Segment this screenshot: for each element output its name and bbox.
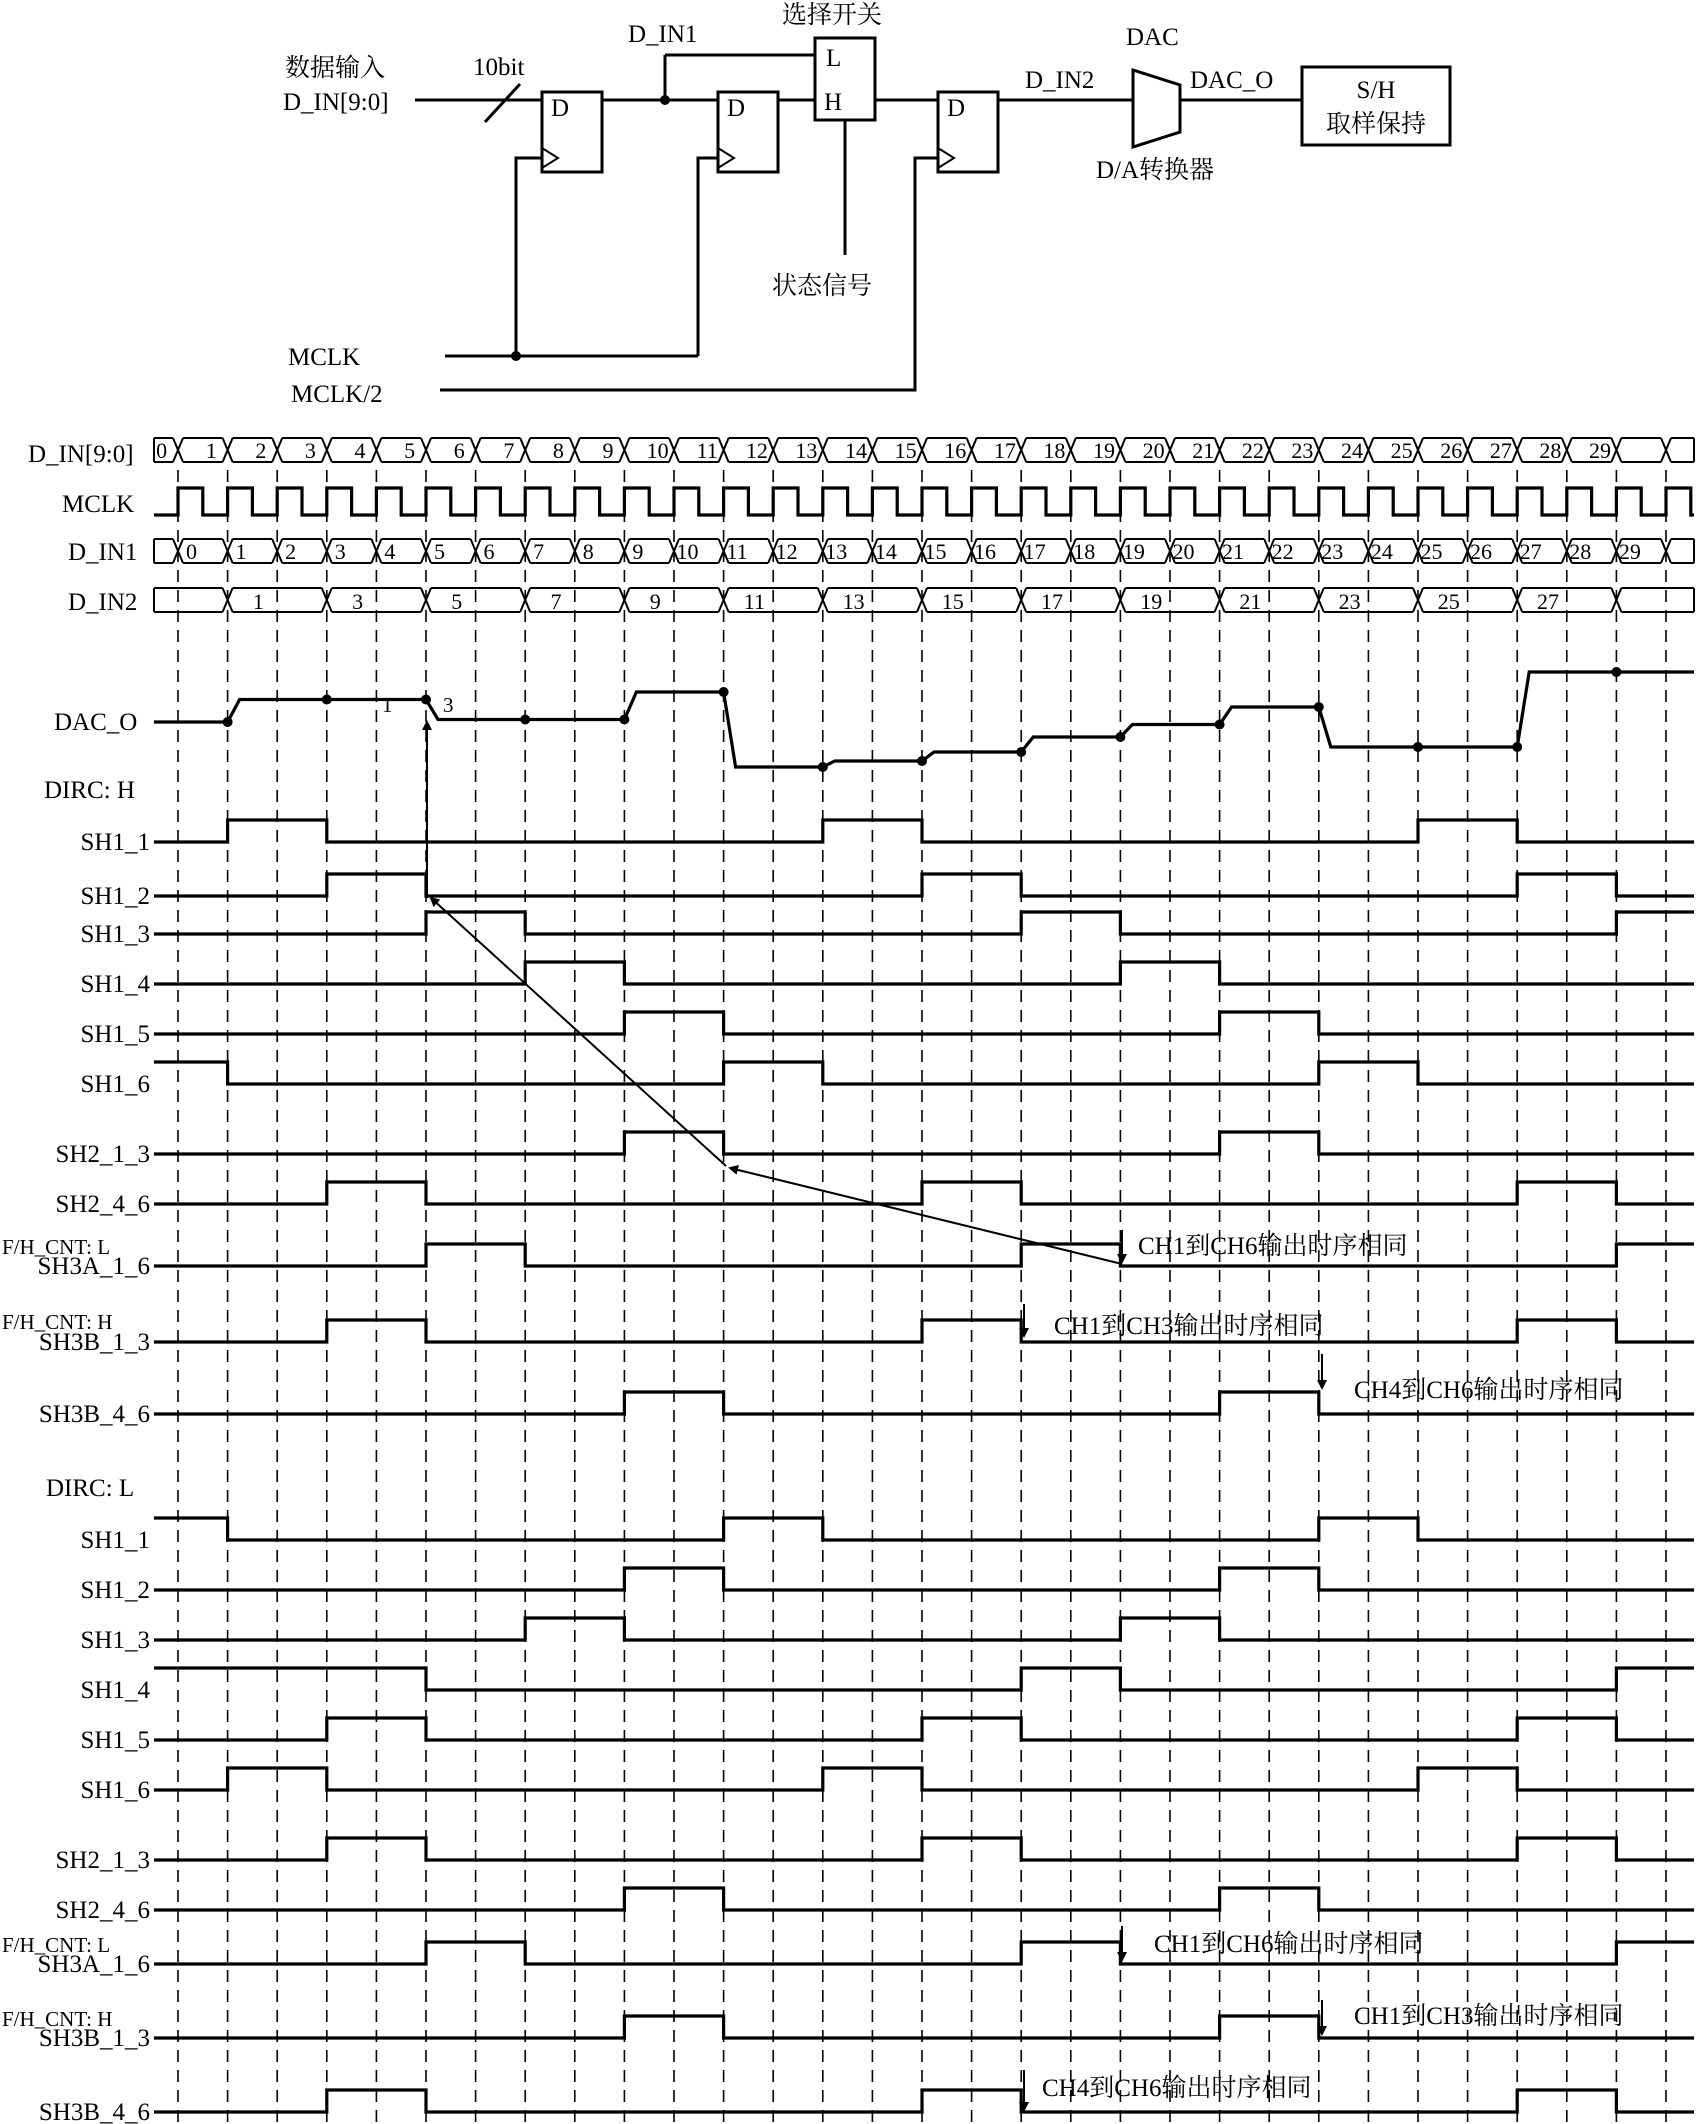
dirc-h-sh3b-1-3 [39,1320,1694,1356]
bus-transition [867,438,877,462]
select-switch-title: 选择开关 [782,2,883,29]
din1-value: 14 [874,539,897,564]
din1-bus [154,539,1694,564]
bus-transition [967,438,977,462]
din1-value: 17 [1023,539,1046,564]
dirc-l-sh1-4 [81,1668,1694,1704]
din2-bus [154,588,1694,614]
din1-label: D_IN1 [628,21,698,48]
din2-value: 9 [649,589,661,614]
din-value: 2 [255,438,267,463]
signal-wave [154,1320,1694,1342]
sh-line2: 取样保持 [1325,111,1427,138]
dirc-l-sh1-6 [81,1768,1694,1804]
dac-output-wave [154,672,1694,767]
din-value: 16 [944,438,967,463]
bus-transition [570,438,580,462]
din1-value: 26 [1470,539,1493,564]
bus-transition [421,438,431,462]
din2-value: 11 [743,589,765,614]
bus-transition [1016,438,1026,462]
dac-sample-dot [1115,732,1125,742]
din-value: 3 [304,438,316,463]
dirc-h-sh1-3 [81,912,1694,948]
din1-value: 5 [433,539,445,564]
dac-sample-dot [619,715,629,725]
signal-wave [154,1518,1694,1540]
bus-transition [1661,438,1671,462]
dirc-h-sh3a-1-6 [37,1244,1694,1280]
din1-value: 8 [582,539,594,564]
clock-grid [178,470,1666,2124]
din-value: 29 [1589,438,1612,463]
din-value: 9 [602,438,614,463]
signal-label: SH1_4 [80,1677,150,1704]
signal-wave [154,1132,1694,1154]
din-value: 11 [696,438,718,463]
signal-wave [154,1942,1694,1964]
din1-value: 22 [1271,539,1294,564]
dac-sample-dot [223,717,233,727]
bus-transition [1314,438,1324,462]
dac-sample-dot [818,762,828,772]
signal-label: SH1_2 [80,883,150,910]
dac-sample-dot [917,756,927,766]
signal-label: SH1_6 [80,1071,150,1098]
bus-transition [1264,438,1274,462]
fh-h-label-2: F/H_CNT: H [2,2007,113,2031]
bus-transition [1512,438,1522,462]
note-ch46-1: CH4到CH6输出时序相同 [1354,1377,1624,1404]
din1-value: 16 [974,539,997,564]
signal-wave [154,962,1694,984]
din2-value: 1 [252,589,264,614]
dac-title: DAC [1126,24,1179,51]
signal-label: SH1_5 [80,1021,150,1048]
din1-value: 6 [483,539,495,564]
signal-wave [154,912,1694,934]
bus-transition [917,438,927,462]
dac-sample-dot [1215,720,1225,730]
dac-mark-3: 3 [443,693,454,717]
din1-value: 2 [285,539,297,564]
signal-wave [154,874,1694,896]
bus-transition [669,438,679,462]
din2-value: 27 [1537,589,1559,614]
dirc-l-sh1-1 [81,1518,1694,1554]
note-ch16-1: CH1到CH6输出时序相同 [1138,1233,1408,1260]
dac-mark-1: 1 [382,693,393,717]
mclk-label: MCLK [288,344,361,371]
din-value: 13 [795,438,818,463]
dac-sample-dot [322,695,332,705]
din1-value: 1 [235,539,247,564]
dac-sample-dot [421,695,431,705]
din1-value: 10 [676,539,699,564]
signal-label: SH1_1 [80,1527,150,1554]
din2-value: 15 [941,589,964,614]
signal-wave [154,2090,1694,2112]
dac-out-label: DAC_O [1190,67,1274,94]
signal-label: SH3A_1_6 [37,1253,150,1280]
sh-line1: S/H [1356,77,1396,104]
signal-wave [154,1768,1694,1790]
dac-row-label: DAC_O [54,709,138,736]
signal-label: SH2_4_6 [55,1897,150,1924]
din-row-label: D_IN[9:0] [28,441,134,468]
mclk-wave [154,488,1694,515]
bus-transition [520,438,530,462]
din-value: 1 [205,438,217,463]
din-value: 17 [993,438,1016,463]
control-signals [37,820,1694,2124]
dac-waveform [154,667,1694,772]
timing-chart [2,438,1694,2124]
din1-value: 15 [924,539,947,564]
din-value: 27 [1489,438,1512,463]
dac-sample-dot [1512,742,1522,752]
note-ch46-2: CH4到CH6输出时序相同 [1042,2075,1312,2102]
dirc-h-sh1-2 [81,874,1694,910]
din-value: 7 [503,438,515,463]
din-value: 6 [453,438,465,463]
bus-width-label: 10bit [473,54,525,81]
din1-value: 24 [1370,539,1393,564]
din-value: 25 [1390,438,1413,463]
dirc-l-sh3b-4-6 [39,2090,1694,2124]
bus-transition [471,438,481,462]
bus-transition [1115,438,1125,462]
din1-value: 27 [1519,539,1542,564]
state-signal-label: 状态信号 [772,273,873,300]
din-value: 20 [1142,438,1165,463]
bus-transition [322,438,332,462]
din1-value: 12 [775,539,798,564]
dirc-l-sh2-4-6 [56,1888,1694,1924]
din1-value: 20 [1172,539,1195,564]
mux-high-label: H [824,89,843,116]
din2-value: 21 [1239,589,1262,614]
signal-label: SH1_4 [80,971,150,998]
din-value: 24 [1341,438,1364,463]
dirc-l-sh1-5 [81,1718,1694,1754]
dirc-l-sh2-1-3 [56,1838,1694,1874]
bus-transition [1215,438,1225,462]
signal-wave [154,1568,1694,1590]
bus-transition [1363,438,1373,462]
din-value: 21 [1192,438,1215,463]
dirc-h-sh1-6 [81,1062,1694,1098]
dac-sample-dot [1413,742,1423,752]
bus-transition [719,438,729,462]
bus-transition [1611,438,1621,462]
bus-transition [173,438,183,462]
din1-value: 21 [1222,539,1245,564]
dac-name: D/A转换器 [1096,157,1215,184]
bus-transition [272,438,282,462]
din1-value: 7 [533,539,545,564]
signal-wave [154,820,1694,842]
din-value: 5 [404,438,416,463]
signal-wave [154,1668,1694,1690]
signal-label: SH1_2 [80,1577,150,1604]
dac-sample-dot [719,687,729,697]
signal-wave [154,1838,1694,1860]
din2-value: 19 [1140,589,1163,614]
data-input-bus-label: D_IN[9:0] [283,89,389,116]
din1-value: 29 [1618,539,1641,564]
bus-slash [485,84,520,122]
din1-value: 4 [384,539,396,564]
mclk-to-ff2-wire [698,158,718,356]
signal-label: SH1_5 [80,1727,150,1754]
signal-label: SH3B_1_3 [38,1329,150,1356]
signal-label: SH1_6 [80,1777,150,1804]
note-ch13-2: CH1到CH3输出时序相同 [1354,2003,1624,2030]
schematic [283,1,1450,408]
signal-wave [154,1012,1694,1034]
signal-label: SH2_4_6 [55,1191,150,1218]
dirc-l-sh1-3 [81,1618,1694,1654]
din-value: 19 [1093,438,1116,463]
din-value: 22 [1241,438,1264,463]
bus-transition [818,438,828,462]
fh-l-label-2: F/H_CNT: L [2,1933,111,1957]
signal-wave [154,1718,1694,1740]
din1-value: 25 [1420,539,1443,564]
bus-transition [768,438,778,462]
signal-label: SH3A_1_6 [37,1951,150,1978]
mclk2-label: MCLK/2 [291,381,383,408]
din1-value: 23 [1321,539,1344,564]
dac-sample-dot [1314,702,1324,712]
bus-transition [1562,438,1572,462]
ff1-label: D [551,95,570,122]
din-value: 14 [845,438,868,463]
din-bus [154,438,1694,463]
ff3-label: D [947,95,966,122]
din-value: 4 [354,438,366,463]
din-value: 8 [552,438,564,463]
din2-value: 5 [451,589,463,614]
din1-value: 19 [1122,539,1145,564]
dirc-h-sh2-4-6 [56,1182,1694,1218]
dirc-l-sh3a-1-6 [37,1942,1694,1978]
note-ch13-1: CH1到CH3输出时序相同 [1054,1313,1324,1340]
din2-value: 3 [352,589,364,614]
dirc-h-sh1-5 [81,1012,1694,1048]
signal-label: SH2_1_3 [55,1847,150,1874]
signal-wave [154,1244,1694,1266]
din2-value: 7 [550,589,562,614]
din1-value: 13 [825,539,848,564]
mclk-row-label: MCLK [62,491,135,518]
din1-value: 28 [1569,539,1592,564]
din2-value: 17 [1041,589,1063,614]
din-value: 0 [156,438,168,463]
mclk-waveform [154,488,1694,515]
din-value: 18 [1043,438,1066,463]
din-value: 26 [1440,438,1463,463]
signal-label: SH3B_1_3 [38,2025,150,2052]
signal-wave [154,1062,1694,1084]
dac-sample-dot [1016,747,1026,757]
din2-value: 13 [842,589,865,614]
din2-row-label: D_IN2 [68,589,138,616]
din-value: 15 [894,438,917,463]
bus-transition [371,438,381,462]
din1-value: 18 [1073,539,1096,564]
din2-label: D_IN2 [1025,67,1095,94]
bus-transition [223,438,233,462]
din1-row-label: D_IN1 [68,539,138,566]
din2-value: 25 [1437,589,1460,614]
din1-value: 0 [185,539,197,564]
din-value: 28 [1539,438,1562,463]
data-input-label: 数据输入 [285,55,386,82]
din2-value: 23 [1338,589,1361,614]
bus-transition [619,438,629,462]
bus-transition [1413,438,1423,462]
fh-h-label-1: F/H_CNT: H [2,1310,113,1334]
din-value: 10 [646,438,669,463]
signal-label: SH3B_4_6 [38,2099,150,2124]
din-value: 12 [745,438,768,463]
signal-wave [154,1888,1694,1910]
signal-label: SH3B_4_6 [38,1401,150,1428]
note-ch16-2: CH1到CH6输出时序相同 [1154,1931,1424,1958]
dirc-h-sh2-1-3 [56,1132,1694,1168]
mclk-to-ff1-wire [516,158,542,356]
signal-label: SH1_3 [80,921,150,948]
ff2-label: D [727,95,746,122]
din1-value: 9 [632,539,644,564]
signal-wave [154,1618,1694,1640]
bus-transition [1165,438,1175,462]
mux-low-label: L [826,45,842,72]
signal-label: SH1_3 [80,1627,150,1654]
dirc-h-sh1-4 [81,962,1694,998]
signal-wave [154,1182,1694,1204]
bus-transition [1463,438,1473,462]
fh-l-label-1: F/H_CNT: L [2,1235,111,1259]
dac-sample-dot [1611,667,1621,677]
signal-label: SH2_1_3 [55,1141,150,1168]
din1-value: 11 [726,539,748,564]
bus-rows [154,438,1694,614]
bus-transition [1066,438,1076,462]
din-value: 23 [1291,438,1314,463]
dirc-l-label: DIRC: L [46,1475,135,1502]
dac-symbol [1133,70,1180,147]
dac-sample-dot [520,715,530,725]
dirc-h-label: DIRC: H [44,777,135,804]
dirc-h-sh1-1 [81,820,1694,856]
din1-value: 3 [334,539,346,564]
signal-label: SH1_1 [80,829,150,856]
dirc-l-sh1-2 [81,1568,1694,1604]
